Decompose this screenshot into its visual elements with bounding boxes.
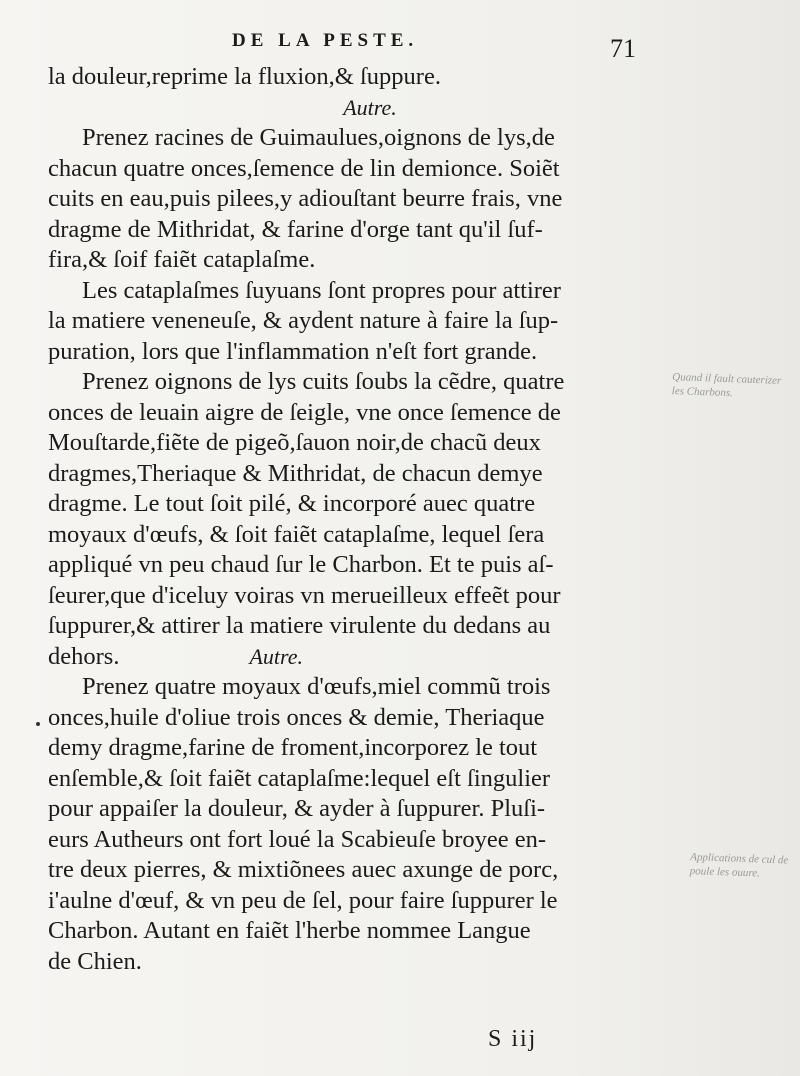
text-line: Prenez oignons de lys cuits ſoubs la cẽdre, quatre (82, 368, 565, 395)
text-line: dragmes,Theriaque & Mithridat, de chacun demye (48, 459, 543, 487)
signature-mark: S iij (488, 1026, 538, 1052)
text-line: Prenez quatre moyaux d'œufs,miel commũ trois (82, 673, 551, 700)
text-line: dragme de Mithridat, & farine d'orge tant qu'il ſuf- (48, 215, 543, 243)
text-line: puration, lors que l'inflammation n'eſt fort grande. (48, 337, 538, 365)
text-line: ſuppurer,& attirer la matiere virulente du dedans au (48, 612, 551, 639)
text-line: la douleur,reprime la fluxion,& ſuppure. (48, 63, 441, 90)
text-line: dragme. Le tout ſoit pilé, & incorporé auec quatre (48, 490, 536, 517)
ink-dot (36, 722, 40, 726)
text-line: onces de leuain aigre de ſeigle, vne once ſemence de (48, 398, 561, 426)
text-line: ſeurer,que d'iceluy voiras vn merueilleux effeẽt pour (48, 581, 561, 609)
section-heading: Autre. (343, 94, 397, 120)
text-line: eurs Autheurs ont fort loué la Scabieuſe broyee en- (48, 825, 547, 853)
text-line: de Chien. (48, 947, 142, 975)
text-fragment: dehors. (48, 642, 120, 670)
text-line: fira,& ſoif faiẽt cataplaſme. (48, 246, 316, 273)
section-heading: Autre. (249, 643, 304, 669)
text-line: pour appaiſer la douleur, & ayder à ſuppurer. Pluſi- (48, 795, 546, 822)
text-line: Les cataplaſmes ſuyuans ſont propres pour attirer (82, 276, 561, 304)
running-title: DE LA PESTE. (232, 30, 419, 51)
margin-note: Applications de cul de poule les ouure. (689, 851, 789, 880)
text-line: demy dragme,farine de froment,incorporez le tout (48, 734, 538, 761)
text-line-with-heading (48, 642, 652, 673)
text-line: onces,huile d'oliue trois onces & demie, Theriaque (48, 703, 545, 731)
text-line: Charbon. Autant en faiẽt l'herbe nommee Langue (48, 917, 531, 944)
text-line: Prenez racines de Guimaulues,oignons de lys,de (82, 124, 555, 151)
text-line: la matiere veneneuſe, & aydent nature à faire la ſup- (48, 307, 559, 334)
text-line: appliqué vn peu chaud ſur le Charbon. Et te puis aſ- (48, 551, 554, 578)
text-line: moyaux d'œufs, & ſoit faiẽt cataplaſme, lequel ſera (48, 520, 545, 548)
text-line: cuits en eau,puis pilees,y adiouſtant beurre frais, vne (48, 185, 563, 212)
text-line: enſemble,& ſoit faiẽt cataplaſme:lequel eſt ſingulier (48, 764, 551, 792)
margin-note: Quand il fault cauterizer les Charbons. (671, 371, 782, 400)
page-number: 71 (610, 34, 636, 63)
text-line: Mouſtarde,fiẽte de pigeõ,ſauon noir,de chacũ deux (48, 429, 541, 456)
body-text (48, 62, 652, 977)
text-line: chacun quatre onces,ſemence de lin demionce. Soiẽt (48, 154, 560, 182)
text-line: i'aulne d'œuf, & vn peu de ſel, pour faire ſuppurer le (48, 886, 558, 914)
text-line: tre deux pierres, & mixtiõnees auec axunge de porc, (48, 856, 559, 883)
